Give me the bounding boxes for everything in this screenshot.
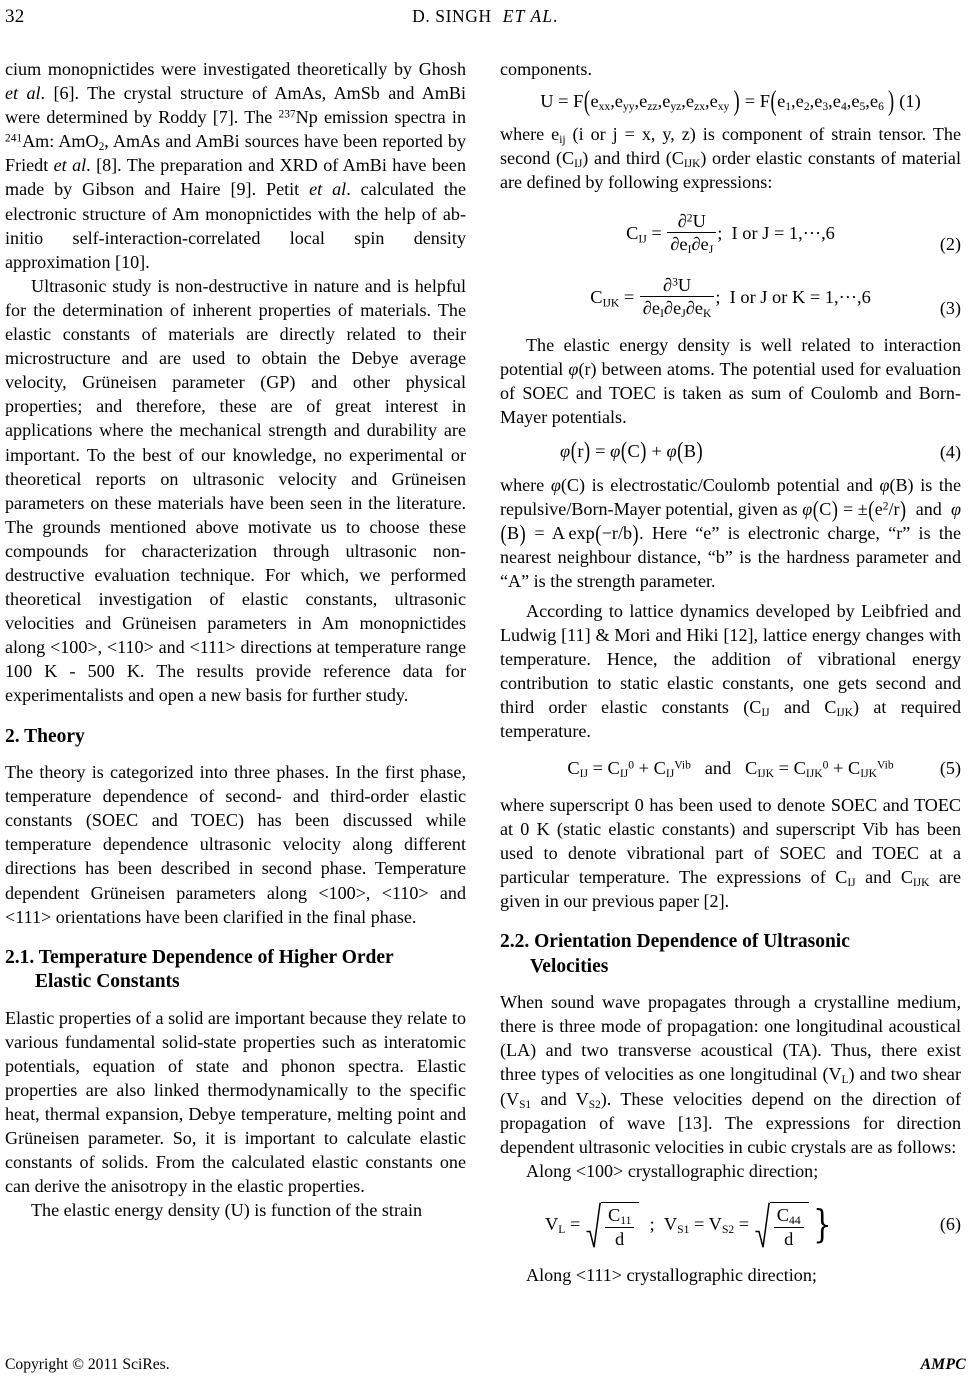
heading-2-2-line2: Velocities xyxy=(530,955,609,977)
running-head-etal: ET AL. xyxy=(502,6,559,26)
equation-3 xyxy=(500,275,961,319)
paragraph-components: components. xyxy=(500,59,592,79)
paragraph-intro-continued: cium monopnictides were investigated theoretically by Ghosh et al. [6]. The crystal structure of AmAs, AmSb and AmBi were determined by Roddy [7]. The $^{237}$Np emission spectra in $^{241}$Am: AmO$_2$, AmAs and AmBi sources have been reported by Friedt et al. [8]. The preparation and XRD of AmBi have been made by Gibson and Haire [9]. Petit et al. calculated the electronic structure of Am monopnictides with the help of ab-initio self-interaction-correlated local spin density approximation [10]. xyxy=(5,59,466,272)
equation-5-body: $C_{IJ} = C_{IJ}^0 + C_{IJ}^{Vib}$ and $C_{IJK} = C_{IJK}^0 + C_{IJK}^{Vib}$ xyxy=(567,757,894,780)
paragraph-sound-wave: When sound wave propagates through a crystalline medium, there is three mode of propagation: one longitudinal acoustical (LA) and two transverse acoustical (TA). Thus, there exist three types of velocities as one longitudinal $(V_L)$ and two shear ($V_{S1}$ and $V_{S2}$). These velocities depend on the direction of propagation of wave [13]. The expressions for direction dependent ultrasonic velocities in cubic crystals are as follows: xyxy=(500,992,961,1157)
equation-3-number: (3) xyxy=(939,298,961,319)
paragraph-along-100: Along <100> crystallographic direction; xyxy=(526,1160,819,1181)
equation-6-fraction-c44: $\frac{C_{44}}{d}$ xyxy=(774,1205,804,1249)
equation-1 xyxy=(500,85,961,117)
equation-4-body: φ(r) = φ(C) + φ(B) xyxy=(560,438,703,465)
equation-2-fraction: $\frac{\partial^2U}{\partial e_I\partial e_J}$ xyxy=(667,211,716,255)
inline-equation-phi: $\varphi(C) = \pm(e^2/r)$ and φ(B) = A exp(−r/b) xyxy=(500,495,962,546)
page-footer xyxy=(5,1356,966,1374)
equation-6-radical-c11 xyxy=(586,1202,639,1249)
paragraph-theory-overview: The theory is categorized into three phases. In the first phase, temperature dependence of second- and third-order elastic constants (SOEC and TOEC) has been discussed while temperature dependence ultrasonic velocity along different directions has been described in second phase. Temperature dependent Grüneisen parameters along <100>, <110> and <111> orientations have been clarified in the final phase. xyxy=(5,762,466,927)
closing-brace-icon: } xyxy=(812,1202,832,1248)
journal-abbreviation: AMPC xyxy=(920,1356,966,1373)
paragraph-elastic-properties: Elastic properties of a solid are important because they relate to various fundamental solid-state properties such as interatomic potentials, equation of state and phonon spectra. Elastic properties are also linked thermodynamically to the specific heat, thermal expansion, Debye temperature, melting point and Grüneisen parameter. So, it is important to calculate elastic constants of solids. From the calculated elastic constants one can derive the anisotropy in the elastic properties. xyxy=(5,1007,466,1197)
equation-5-number: (5) xyxy=(939,757,961,778)
right-column xyxy=(500,57,961,1287)
heading-2-1-line1: 2.1. Temperature Dependence of Higher Order xyxy=(5,946,394,968)
equation-2 xyxy=(500,211,961,255)
equation-6-fraction-c11: $\frac{C_{11}}{d}$ xyxy=(605,1205,634,1249)
page-number: 32 xyxy=(5,6,25,27)
equation-5-conjunction: and xyxy=(704,757,732,778)
equation-3-body: $C_{IJK}$ = $\frac{\partial^3U}{\partial e_I\partial e_J\partial e_K}$ ; I or J or K = 1,···,6 xyxy=(590,274,871,321)
paragraph-ultrasonic-study: Ultrasonic study is non-destructive in nature and is helpful for the determination of inherent properties of materials. The elastic constants of materials are directly related to their microstructure and are used to obtain the Debye average velocity, Grüneisen parameter (GP) and other physical properties; and therefore, these are of great interest in applications where the mechanical strength and durability are important. To the best of our knowledge, no experimental or theoretical reports on ultrasonic velocity and Grüneisen parameters on these materials have been seen in the literature. The grounds mentioned above motivate us to choose these compounds for characterization through ultrasonic non-destructive evaluation technique. For which, we performed theoretical investigation of elastic constants, ultrasonic velocities and Grüneisen parameters in Am monopnictides along <100>, <110> and <111> directions at temperature range 100 K - 500 K. The results provide reference data for experimentalists and open a new basis for further study. xyxy=(5,275,466,706)
paragraph-energy-density: The elastic energy density (U) is function of the strain xyxy=(31,1200,423,1221)
equation-6-number: (6) xyxy=(939,1214,961,1235)
equation-6 xyxy=(500,1195,961,1253)
heading-theory: 2. Theory xyxy=(5,725,85,747)
paragraph-potential-definitions xyxy=(500,473,961,593)
paragraph-along-111: Along <111> crystallographic direction; xyxy=(526,1264,817,1285)
equation-1-body: $U = F(e_{xx},e_{yy},e_{zz},e_{yz},e_{zx},e_{xy}$ ) = $F(e_1,e_2,e_3,e_4,e_5,e_6$ ) (1) xyxy=(540,85,921,117)
heading-2-2-orientation-dependence xyxy=(500,930,961,979)
equation-5 xyxy=(500,758,961,779)
potential-def-pre: where φ(C) is electrostatic/Coulomb potential and φ(B) is the repulsive/Born-Mayer potential, given as xyxy=(500,474,962,519)
radical-sign-icon xyxy=(755,1202,770,1249)
equation-6-radical-c44 xyxy=(755,1202,809,1249)
paragraph-interaction-potential: The elastic energy density is well related to interaction potential φ(r) between atoms. The potential used for evaluation of SOEC and TOEC is taken as sum of Coulomb and Born-Mayer potentials. xyxy=(500,334,961,428)
equation-2-number: (2) xyxy=(939,233,961,254)
heading-2-2-line1: 2.2. Orientation Dependence of Ultrasonic xyxy=(500,931,850,953)
equation-6-body: $V_L$ = $\frac{C_{11}}{d}$ ; $V_{S1} = V_{S2}$ = $\frac{C_{44}}{d}$ } xyxy=(545,1202,832,1249)
potential-def-post: . Here “e” is electronic charge, “r” is the nearest neighbour distance, “b” is the hardness parameter and “A” is the strength parameter. xyxy=(500,522,961,591)
paragraph-superscripts: where superscript 0 has been used to denote SOEC and TOEC at 0 K (static elastic constants) and superscript Vib has been used to denote vibrational part of SOEC and TOEC at a particular temperature. The expressions of $C_{IJ}$ and $C_{IJK}$ are given in our previous paper [2]. xyxy=(500,794,961,912)
paragraph-strain-tensor: where $e_{ij}$ (i or j = x, y, z) is component of strain tensor. The second $(C_{IJ})$ and third $(C_{IJK})$ order elastic constants of material are defined by following expressions: xyxy=(500,124,961,193)
equation-2-body: $C_{IJ}$ = $\frac{\partial^2U}{\partial e_I\partial e_J}$ ; I or J = 1,···,6 xyxy=(626,210,835,257)
equation-4-number: (4) xyxy=(939,441,961,462)
equation-4 xyxy=(500,438,961,465)
equation-1-number: (1) xyxy=(899,91,921,112)
heading-2-1-line2: Elastic Constants xyxy=(35,971,180,993)
left-column xyxy=(5,57,466,1223)
heading-2-1-temperature-dependence xyxy=(5,946,466,995)
copyright-notice: Copyright © 2011 SciRes. xyxy=(5,1356,170,1373)
paragraph-lattice-dynamics: According to lattice dynamics developed by Leibfried and Ludwig [11] & Mori and Hiki [12], lattice energy changes with temperature. Hence, the addition of vibrational energy contribution to static elastic constants, one gets second and third order elastic constants ($C_{IJ}$ and $C_{IJK}$) at required temperature. xyxy=(500,600,962,742)
running-head xyxy=(0,6,971,32)
running-head-author: D. SINGH xyxy=(412,6,492,26)
running-head-title xyxy=(0,6,971,27)
radical-sign-icon xyxy=(586,1202,601,1249)
equation-3-fraction: $\frac{\partial^3U}{\partial e_I\partial e_J\partial e_K}$ xyxy=(640,275,715,319)
